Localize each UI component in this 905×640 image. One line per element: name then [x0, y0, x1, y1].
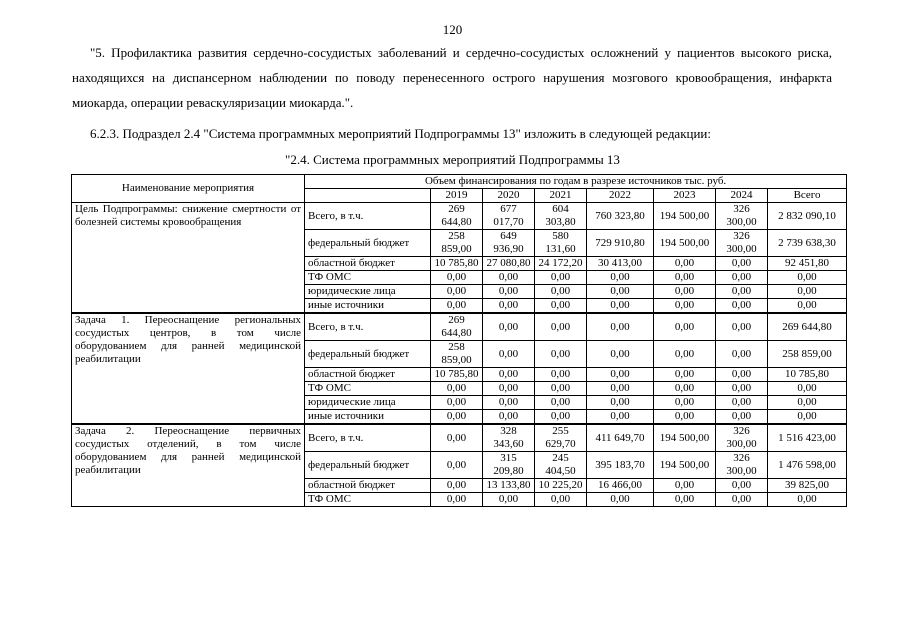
amount-cell: 0,00	[654, 257, 716, 271]
amount-cell: 0,00	[431, 396, 483, 410]
amount-cell: 10 785,80	[431, 368, 483, 382]
amount-cell: 0,00	[768, 382, 847, 396]
amount-cell: 2 832 090,10	[768, 203, 847, 230]
amount-cell: 0,00	[587, 382, 654, 396]
amount-cell: 677 017,70	[483, 203, 535, 230]
amount-cell: 0,00	[654, 396, 716, 410]
amount-cell: 0,00	[431, 493, 483, 507]
amount-cell: 194 500,00	[654, 230, 716, 257]
amount-cell: 30 413,00	[587, 257, 654, 271]
amount-cell: 0,00	[431, 299, 483, 314]
amount-cell: 0,00	[483, 285, 535, 299]
amount-cell: 0,00	[431, 452, 483, 479]
amount-cell: 269 644,80	[431, 313, 483, 341]
amount-cell: 0,00	[483, 341, 535, 368]
amount-cell: 0,00	[716, 299, 768, 314]
funding-source: ТФ ОМС	[305, 271, 431, 285]
amount-cell: 326 300,00	[716, 203, 768, 230]
amount-cell: 13 133,80	[483, 479, 535, 493]
amount-cell: 326 300,00	[716, 424, 768, 452]
amount-cell: 0,00	[654, 382, 716, 396]
paragraph-item-5: "5. Профилактика развития сердечно-сосудистых заболеваний и сердечно-сосудистых осложнений у пациентов высокого риска, находящихся на диспансерном наблюдении по поводу перенесенного острого нарушения мозгового кровообращения, инфаркта миокарда, операции реваскуляризации миокарда.".	[72, 45, 832, 110]
amount-cell: 395 183,70	[587, 452, 654, 479]
amount-cell: 0,00	[587, 396, 654, 410]
amount-cell: 0,00	[587, 410, 654, 425]
page-number: 120	[442, 22, 463, 37]
amount-cell: 0,00	[716, 257, 768, 271]
amount-cell: 0,00	[587, 285, 654, 299]
activity-name: Цель Подпрограммы: снижение смертности от болезней системы кровообращения	[72, 203, 305, 314]
funding-source: Всего, в т.ч.	[305, 313, 431, 341]
amount-cell: 0,00	[431, 382, 483, 396]
amount-cell: 0,00	[768, 299, 847, 314]
header-funding: Объем финансирования по годам в разрезе источников тыс. руб.	[305, 175, 847, 189]
amount-cell: 258 859,00	[768, 341, 847, 368]
amount-cell: 0,00	[768, 493, 847, 507]
amount-cell: 0,00	[716, 271, 768, 285]
amount-cell: 0,00	[716, 382, 768, 396]
amount-cell: 315 209,80	[483, 452, 535, 479]
amount-cell: 0,00	[431, 479, 483, 493]
amount-cell: 16 466,00	[587, 479, 654, 493]
amount-cell: 0,00	[716, 396, 768, 410]
amount-cell: 0,00	[535, 396, 587, 410]
year-2022: 2022	[587, 189, 654, 203]
funding-source: федеральный бюджет	[305, 341, 431, 368]
funding-source: Всего, в т.ч.	[305, 424, 431, 452]
amount-cell: 0,00	[483, 493, 535, 507]
amount-cell: 0,00	[535, 299, 587, 314]
amount-cell: 194 500,00	[654, 424, 716, 452]
paragraph-amendment: 6.2.3. Подраздел 2.4 "Система программных мероприятий Подпрограммы 13" изложить в следующей редакции:	[90, 126, 711, 141]
amount-cell: 0,00	[587, 299, 654, 314]
amount-cell: 0,00	[483, 396, 535, 410]
amount-cell: 0,00	[535, 368, 587, 382]
amount-cell: 24 172,20	[535, 257, 587, 271]
year-2020: 2020	[483, 189, 535, 203]
amount-cell: 255 629,70	[535, 424, 587, 452]
amount-cell: 0,00	[587, 271, 654, 285]
amount-cell: 0,00	[431, 271, 483, 285]
funding-source: ТФ ОМС	[305, 493, 431, 507]
year-2024: 2024	[716, 189, 768, 203]
amount-cell: 0,00	[483, 382, 535, 396]
funding-source: ТФ ОМС	[305, 382, 431, 396]
amount-cell: 0,00	[535, 410, 587, 425]
amount-cell: 0,00	[535, 493, 587, 507]
amount-cell: 0,00	[483, 271, 535, 285]
amount-cell: 0,00	[768, 271, 847, 285]
amount-cell: 0,00	[483, 313, 535, 341]
amount-cell: 0,00	[483, 410, 535, 425]
amount-cell: 0,00	[716, 479, 768, 493]
amount-cell: 10 225,20	[535, 479, 587, 493]
amount-cell: 194 500,00	[654, 203, 716, 230]
amount-cell: 0,00	[535, 382, 587, 396]
amount-cell: 0,00	[535, 271, 587, 285]
year-2021: 2021	[535, 189, 587, 203]
amount-cell: 0,00	[431, 285, 483, 299]
amount-cell: 1 476 598,00	[768, 452, 847, 479]
amount-cell: 194 500,00	[654, 452, 716, 479]
year-2019: 2019	[431, 189, 483, 203]
amount-cell: 0,00	[587, 341, 654, 368]
amount-cell: 0,00	[654, 410, 716, 425]
funding-source: иные источники	[305, 299, 431, 314]
amount-cell: 92 451,80	[768, 257, 847, 271]
funding-source: областной бюджет	[305, 368, 431, 382]
section-title: "2.4. Система программных мероприятий Подпрограммы 13	[285, 152, 620, 167]
amount-cell: 269 644,80	[431, 203, 483, 230]
funding-source: юридические лица	[305, 285, 431, 299]
year-2023: 2023	[654, 189, 716, 203]
amount-cell: 649 936,90	[483, 230, 535, 257]
amount-cell: 0,00	[654, 368, 716, 382]
amount-cell: 0,00	[768, 410, 847, 425]
amount-cell: 10 785,80	[431, 257, 483, 271]
amount-cell: 10 785,80	[768, 368, 847, 382]
amount-cell: 0,00	[654, 313, 716, 341]
amount-cell: 604 303,80	[535, 203, 587, 230]
funding-source: областной бюджет	[305, 257, 431, 271]
amount-cell: 27 080,80	[483, 257, 535, 271]
amount-cell: 0,00	[654, 479, 716, 493]
funding-table	[71, 174, 847, 507]
amount-cell: 0,00	[768, 396, 847, 410]
amount-cell: 0,00	[716, 368, 768, 382]
funding-source: федеральный бюджет	[305, 230, 431, 257]
amount-cell: 0,00	[431, 424, 483, 452]
amount-cell: 760 323,80	[587, 203, 654, 230]
amount-cell: 0,00	[483, 299, 535, 314]
header-source-blank	[305, 189, 431, 203]
funding-source: Всего, в т.ч.	[305, 203, 431, 230]
funding-source: иные источники	[305, 410, 431, 425]
amount-cell: 326 300,00	[716, 452, 768, 479]
amount-cell: 0,00	[654, 493, 716, 507]
amount-cell: 0,00	[768, 285, 847, 299]
amount-cell: 411 649,70	[587, 424, 654, 452]
amount-cell: 269 644,80	[768, 313, 847, 341]
amount-cell: 0,00	[654, 299, 716, 314]
funding-source: областной бюджет	[305, 479, 431, 493]
amount-cell: 580 131,60	[535, 230, 587, 257]
table-header-row	[72, 175, 847, 189]
amount-cell: 258 859,00	[431, 230, 483, 257]
amount-cell: 0,00	[716, 341, 768, 368]
amount-cell: 0,00	[716, 410, 768, 425]
amount-cell: 0,00	[587, 493, 654, 507]
amount-cell: 0,00	[654, 341, 716, 368]
activity-name: Задача 1. Переоснащение региональных сосудистых центров, в том числе оборудованием для ранней медицинской реабилитации	[72, 313, 305, 424]
activity-name: Задача 2. Переоснащение первичных сосудистых отделений, в том числе оборудованием для ранней медицинской реабилитации	[72, 424, 305, 507]
amount-cell: 2 739 638,30	[768, 230, 847, 257]
amount-cell: 0,00	[716, 313, 768, 341]
amount-cell: 328 343,60	[483, 424, 535, 452]
amount-cell: 39 825,00	[768, 479, 847, 493]
amount-cell: 0,00	[535, 341, 587, 368]
amount-cell: 0,00	[431, 410, 483, 425]
funding-source: юридические лица	[305, 396, 431, 410]
table-row	[72, 313, 847, 341]
amount-cell: 0,00	[587, 368, 654, 382]
amount-cell: 0,00	[587, 313, 654, 341]
amount-cell: 258 859,00	[431, 341, 483, 368]
amount-cell: 245 404,50	[535, 452, 587, 479]
amount-cell: 729 910,80	[587, 230, 654, 257]
amount-cell: 326 300,00	[716, 230, 768, 257]
amount-cell: 0,00	[654, 285, 716, 299]
amount-cell: 0,00	[535, 313, 587, 341]
amount-cell: 0,00	[535, 285, 587, 299]
amount-cell: 0,00	[483, 368, 535, 382]
table-row	[72, 203, 847, 230]
funding-source: федеральный бюджет	[305, 452, 431, 479]
amount-cell: 0,00	[716, 493, 768, 507]
amount-cell: 1 516 423,00	[768, 424, 847, 452]
amount-cell: 0,00	[654, 271, 716, 285]
table-row	[72, 424, 847, 452]
header-activity-name: Наименование мероприятия	[72, 175, 305, 203]
amount-cell: 0,00	[716, 285, 768, 299]
year-total: Всего	[768, 189, 847, 203]
